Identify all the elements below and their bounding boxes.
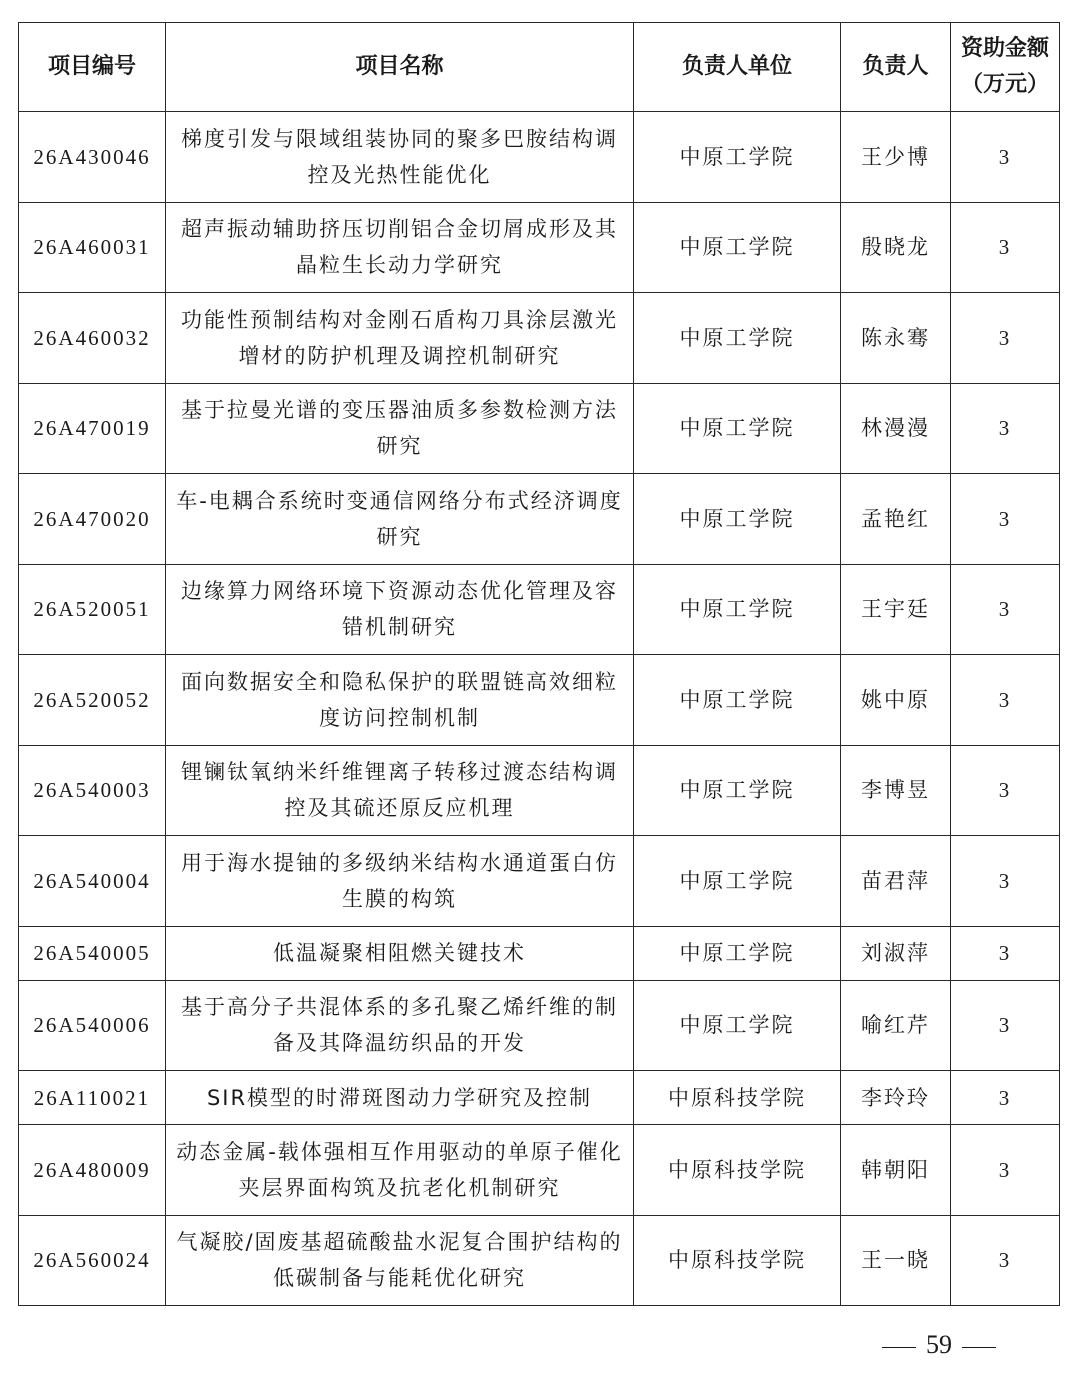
unit-cell: 中原工学院 — [634, 112, 841, 203]
name-cell: SIR模型的时滞斑图动力学研究及控制 — [166, 1071, 634, 1125]
unit-cell: 中原工学院 — [634, 926, 841, 980]
amount-cell: 3 — [951, 836, 1060, 927]
code-cell: 26A540003 — [19, 745, 166, 836]
leader-cell: 王一晓 — [841, 1215, 951, 1306]
header-row — [19, 23, 1060, 112]
page-number — [872, 1330, 1006, 1360]
amount-cell: 3 — [951, 293, 1060, 384]
header-amount-line1: 资助金额 — [960, 36, 1049, 61]
amount-cell: 3 — [951, 980, 1060, 1071]
table-row — [19, 655, 1060, 746]
unit-cell: 中原工学院 — [634, 836, 841, 927]
unit-cell: 中原工学院 — [634, 202, 841, 293]
amount-cell: 3 — [951, 564, 1060, 655]
name-cell: 车-电耦合系统时变通信网络分布式经济调度研究 — [166, 474, 634, 565]
header-amount — [951, 23, 1060, 112]
name-cell: 低温凝聚相阻燃关键技术 — [166, 926, 634, 980]
table-row — [19, 383, 1060, 474]
code-cell: 26A540005 — [19, 926, 166, 980]
page-dash-left — [882, 1347, 916, 1348]
name-cell: 面向数据安全和隐私保护的联盟链高效细粒度访问控制机制 — [166, 655, 634, 746]
leader-cell: 喻红芹 — [841, 980, 951, 1071]
header-unit: 负责人单位 — [634, 23, 841, 112]
name-cell: 锂镧钛氧纳米纤维锂离子转移过渡态结构调控及其硫还原反应机理 — [166, 745, 634, 836]
leader-cell: 姚中原 — [841, 655, 951, 746]
table-row — [19, 926, 1060, 980]
unit-cell: 中原工学院 — [634, 564, 841, 655]
leader-cell: 殷晓龙 — [841, 202, 951, 293]
leader-cell: 王少博 — [841, 112, 951, 203]
leader-cell: 王宇廷 — [841, 564, 951, 655]
name-cell: 基于高分子共混体系的多孔聚乙烯纤维的制备及其降温纺织品的开发 — [166, 980, 634, 1071]
code-cell: 26A470019 — [19, 383, 166, 474]
leader-cell: 刘淑萍 — [841, 926, 951, 980]
amount-cell: 3 — [951, 926, 1060, 980]
name-cell: 动态金属-载体强相互作用驱动的单原子催化夹层界面构筑及抗老化机制研究 — [166, 1125, 634, 1216]
amount-cell: 3 — [951, 655, 1060, 746]
unit-cell: 中原科技学院 — [634, 1125, 841, 1216]
header-amount-line2: （万元） — [960, 72, 1049, 97]
unit-cell: 中原科技学院 — [634, 1071, 841, 1125]
code-cell: 26A430046 — [19, 112, 166, 203]
table-row — [19, 1125, 1060, 1216]
leader-cell: 李博昱 — [841, 745, 951, 836]
leader-cell: 李玲玲 — [841, 1071, 951, 1125]
amount-cell: 3 — [951, 112, 1060, 203]
table-row — [19, 474, 1060, 565]
leader-cell: 孟艳红 — [841, 474, 951, 565]
leader-cell: 陈永骞 — [841, 293, 951, 384]
code-cell: 26A480009 — [19, 1125, 166, 1216]
amount-cell: 3 — [951, 1071, 1060, 1125]
name-cell: 超声振动辅助挤压切削铝合金切屑成形及其晶粒生长动力学研究 — [166, 202, 634, 293]
table-row — [19, 836, 1060, 927]
unit-cell: 中原工学院 — [634, 474, 841, 565]
unit-cell: 中原工学院 — [634, 293, 841, 384]
name-cell: 功能性预制结构对金刚石盾构刀具涂层激光增材的防护机理及调控机制研究 — [166, 293, 634, 384]
code-cell: 26A460032 — [19, 293, 166, 384]
name-cell: 用于海水提铀的多级纳米结构水通道蛋白仿生膜的构筑 — [166, 836, 634, 927]
amount-cell: 3 — [951, 1215, 1060, 1306]
table-row — [19, 980, 1060, 1071]
name-cell: 边缘算力网络环境下资源动态优化管理及容错机制研究 — [166, 564, 634, 655]
header-code: 项目编号 — [19, 23, 166, 112]
name-cell: 气凝胶/固废基超硫酸盐水泥复合围护结构的低碳制备与能耗优化研究 — [166, 1215, 634, 1306]
code-cell: 26A470020 — [19, 474, 166, 565]
amount-cell: 3 — [951, 745, 1060, 836]
code-cell: 26A520051 — [19, 564, 166, 655]
table-row — [19, 564, 1060, 655]
leader-cell: 苗君萍 — [841, 836, 951, 927]
funding-table — [18, 22, 1060, 1306]
leader-cell: 韩朝阳 — [841, 1125, 951, 1216]
code-cell: 26A560024 — [19, 1215, 166, 1306]
unit-cell: 中原工学院 — [634, 980, 841, 1071]
header-name: 项目名称 — [166, 23, 634, 112]
table-row — [19, 112, 1060, 203]
table-row — [19, 293, 1060, 384]
code-cell: 26A540004 — [19, 836, 166, 927]
page-dash-right — [962, 1347, 996, 1348]
unit-cell: 中原科技学院 — [634, 1215, 841, 1306]
code-cell: 26A110021 — [19, 1071, 166, 1125]
unit-cell: 中原工学院 — [634, 655, 841, 746]
amount-cell: 3 — [951, 474, 1060, 565]
name-cell: 梯度引发与限域组装协同的聚多巴胺结构调控及光热性能优化 — [166, 112, 634, 203]
name-cell: 基于拉曼光谱的变压器油质多参数检测方法研究 — [166, 383, 634, 474]
table-row — [19, 1071, 1060, 1125]
table-row — [19, 745, 1060, 836]
code-cell: 26A540006 — [19, 980, 166, 1071]
header-leader: 负责人 — [841, 23, 951, 112]
unit-cell: 中原工学院 — [634, 745, 841, 836]
amount-cell: 3 — [951, 1125, 1060, 1216]
amount-cell: 3 — [951, 202, 1060, 293]
table-row — [19, 202, 1060, 293]
leader-cell: 林漫漫 — [841, 383, 951, 474]
amount-cell: 3 — [951, 383, 1060, 474]
code-cell: 26A460031 — [19, 202, 166, 293]
table-row — [19, 1215, 1060, 1306]
unit-cell: 中原工学院 — [634, 383, 841, 474]
code-cell: 26A520052 — [19, 655, 166, 746]
page-number-text: 59 — [926, 1330, 952, 1359]
